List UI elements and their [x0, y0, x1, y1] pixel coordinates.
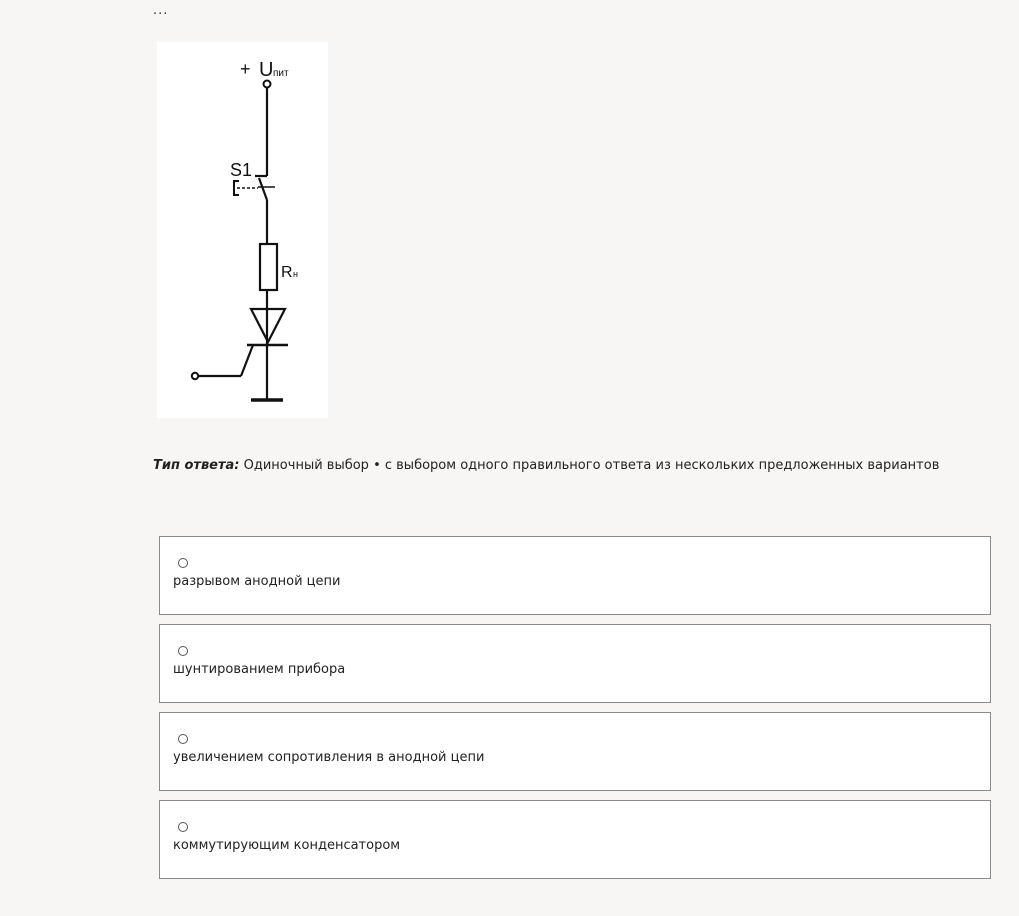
answer-option-2[interactable] [159, 624, 991, 703]
gate-lead-diagonal [241, 345, 253, 376]
radio-button-2[interactable] [178, 646, 188, 656]
answer-option-label-1: разрывом анодной цепи [173, 574, 341, 589]
answer-option-label-3: увеличением сопротивления в анодной цепи [173, 750, 485, 765]
supply-symbol-label: U [259, 59, 274, 81]
resistor-subscript-label: н [293, 269, 298, 279]
circuit-diagram [157, 42, 328, 418]
answer-type-line [153, 458, 939, 474]
gate-terminal [192, 373, 198, 379]
supply-terminal [264, 81, 271, 88]
switch-blade [259, 178, 267, 200]
radio-button-1[interactable] [178, 558, 188, 568]
radio-button-4[interactable] [178, 822, 188, 832]
answer-option-1[interactable] [159, 536, 991, 615]
supply-plus-label: + [240, 59, 251, 79]
question-text-truncated: ... [153, 3, 169, 18]
answer-option-3[interactable] [159, 712, 991, 791]
resistor-label: R [281, 264, 293, 281]
answer-option-label-2: шунтированием прибора [173, 662, 346, 677]
answer-option-4[interactable] [159, 800, 991, 879]
switch-label: S1 [230, 160, 253, 180]
load-resistor [260, 244, 277, 290]
answer-option-label-4: коммутирующим конденсатором [173, 838, 401, 853]
thyristor-circuit-svg [157, 42, 328, 418]
radio-button-3[interactable] [178, 734, 188, 744]
supply-subscript-label: пит [273, 68, 289, 79]
answer-type-description: Одиночный выбор • с выбором одного правильного ответа из нескольких предложенных вариантов [243, 458, 940, 473]
answer-type-label: Тип ответа: [153, 458, 240, 473]
